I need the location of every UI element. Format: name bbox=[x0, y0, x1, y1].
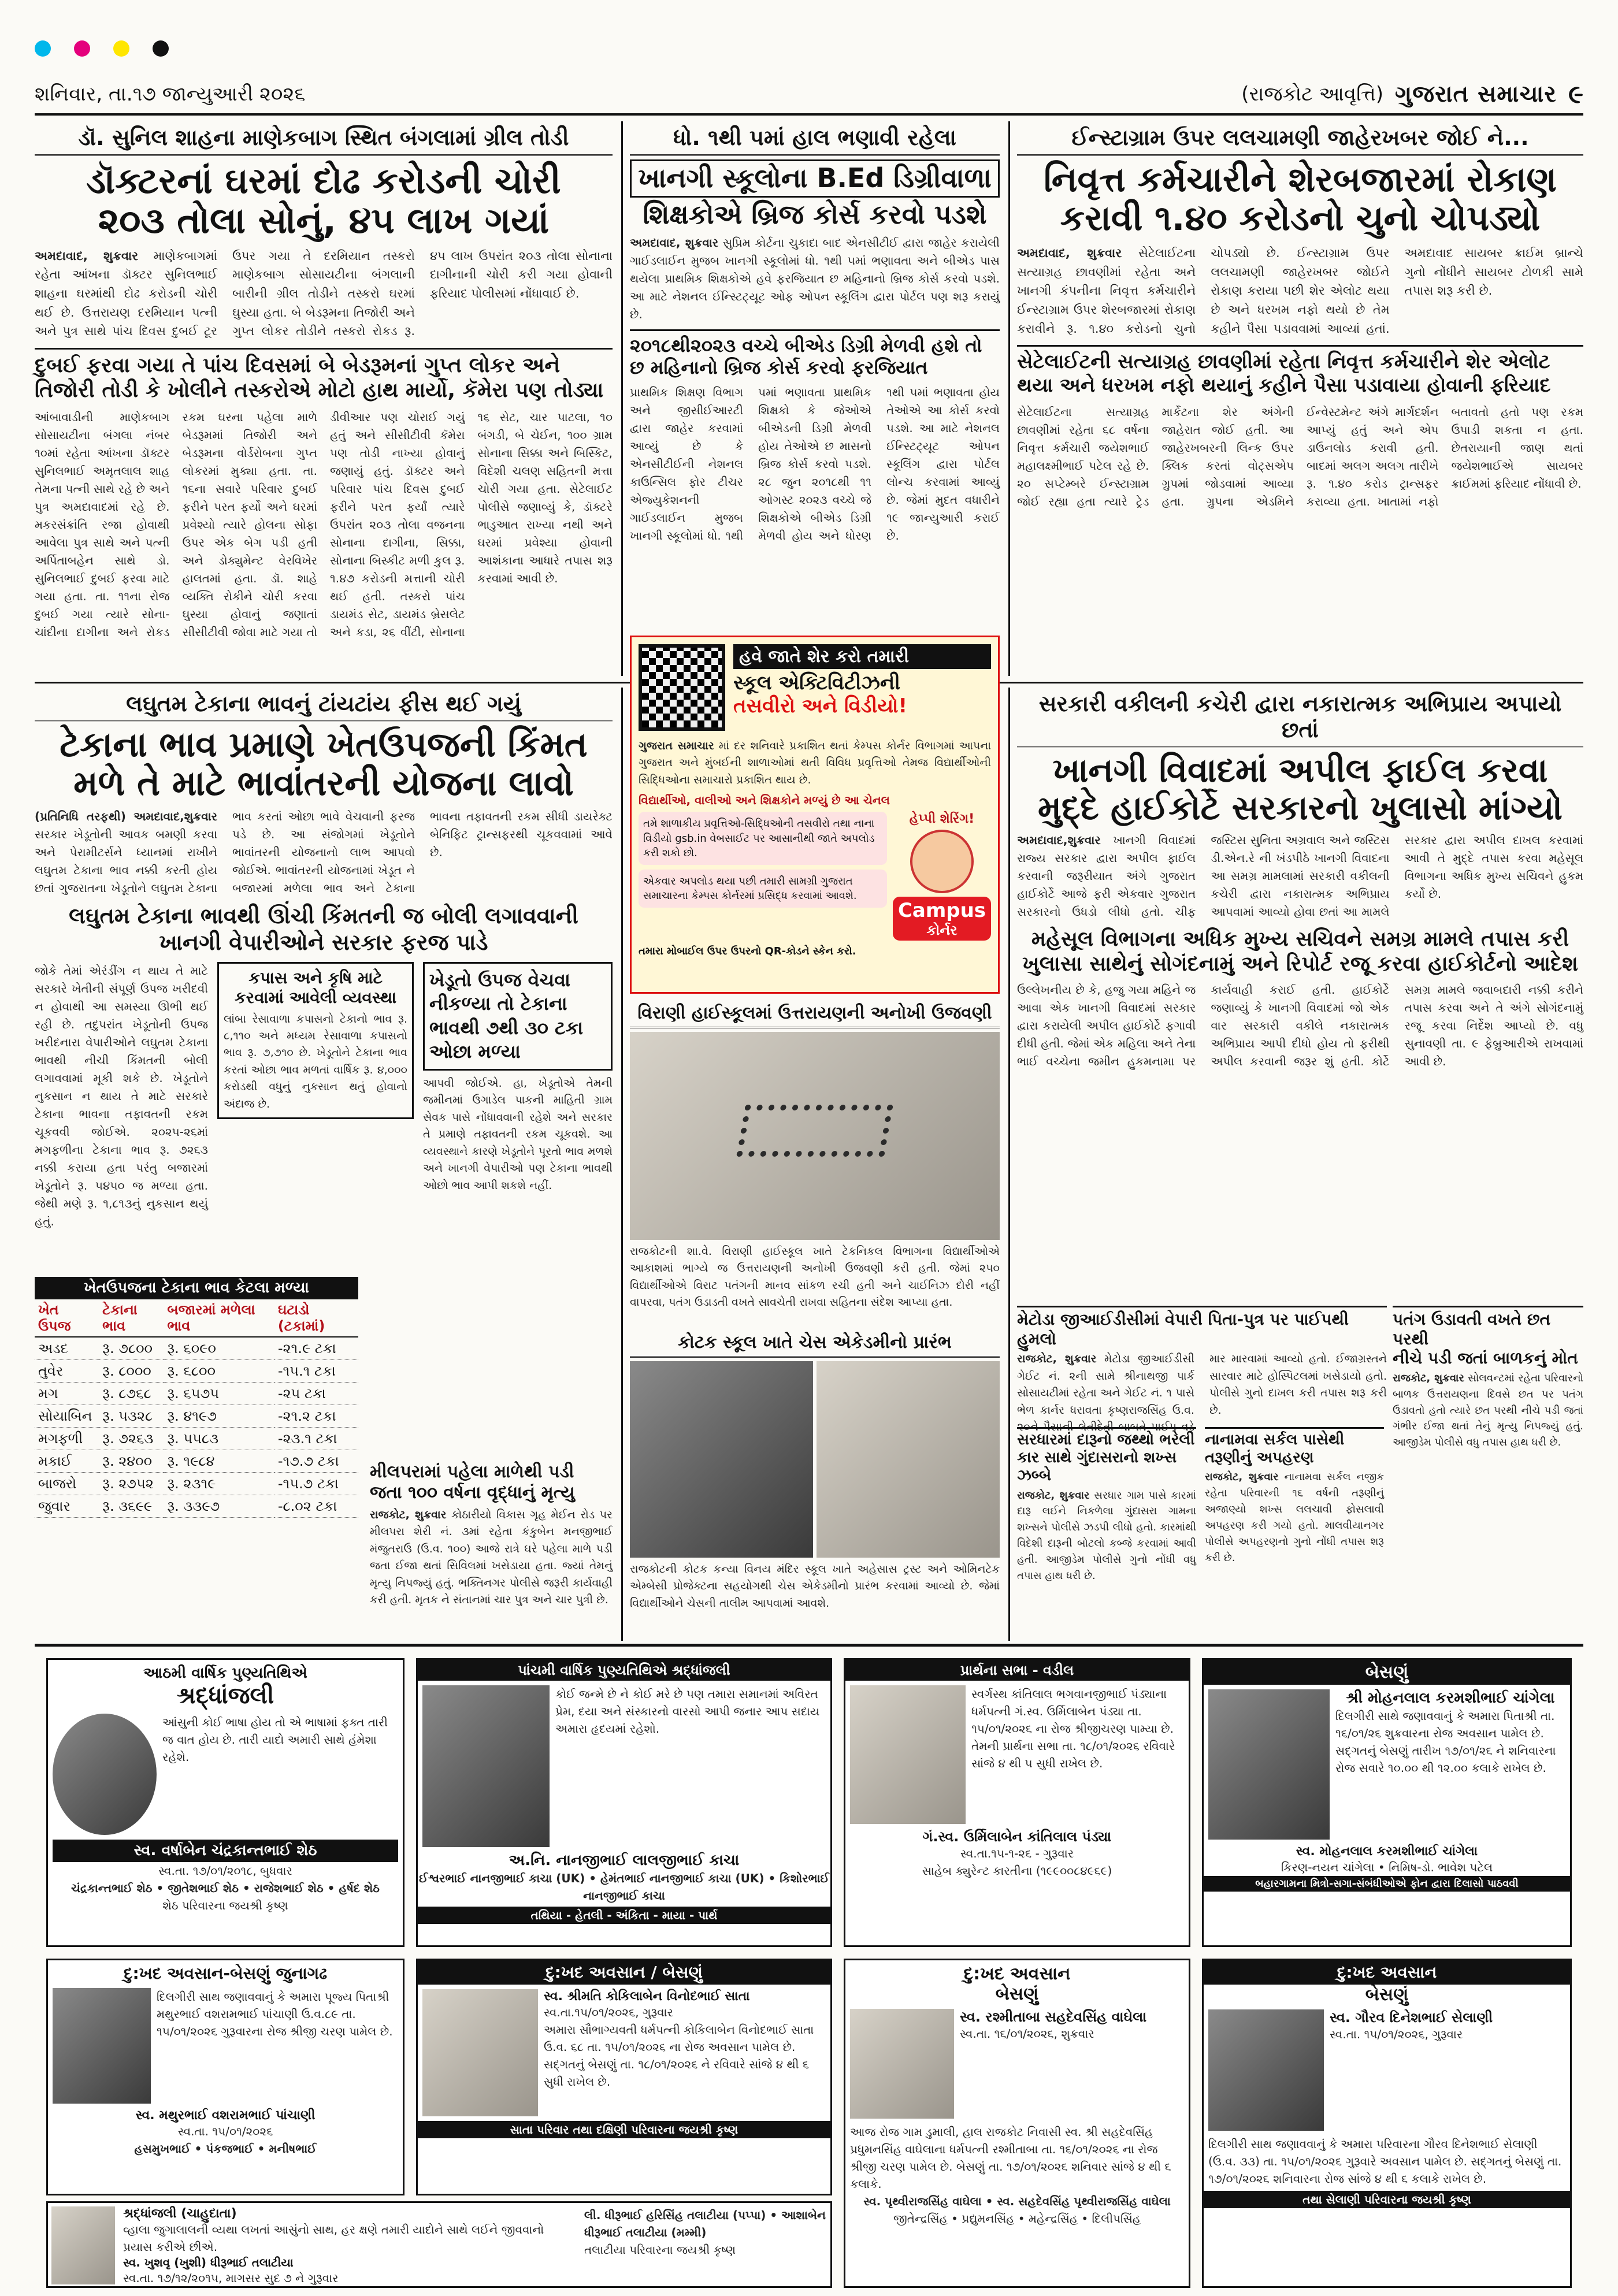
obituary-junagadh bbox=[46, 1959, 404, 2195]
story-share-market-fraud bbox=[1017, 121, 1583, 676]
story-headline-2: ૨૦૩ તોલા સોનું, ૪૫ લાખ ગયાં bbox=[98, 199, 550, 242]
dateline: રાજકોટ, શુક્રવાર bbox=[1017, 1353, 1097, 1366]
story-kite-fall bbox=[1393, 1306, 1583, 1635]
portrait-photo bbox=[422, 1685, 550, 1847]
obit-family: ચંદ્રકાન્તભાઈ શેઠ • જીતેશભાઈ શેઠ • રાજેશભાઈ શેઠ • હર્ષદ શેઠ bbox=[71, 1881, 380, 1895]
pull-quote: ખેડૂતો ઉપજ વેચવા નીકળ્યા તો ટેકાના ભાવથી ૭થી ૩૦ ટકા ઓછા મળ્યા bbox=[423, 962, 613, 1071]
story-headline: સરધારમાં દારૂનો જથ્થો ભરેલી bbox=[1017, 1427, 1196, 1449]
dateline: અમદાવાદ, શુક્રવાર bbox=[630, 236, 719, 250]
obit-family: ઈશ્વરભાઈ નાનજીભાઈ કાચા (UK) • હેમંતભાઈ નાનજીભાઈ કાચા (UK) • કિશોરભાઈ નાનજીભાઈ કાચા bbox=[419, 1871, 829, 1903]
obit-top: દુ:ખદ અવસાન-બેસણું જુનાગઢ bbox=[123, 1964, 328, 1983]
campus-bullet-1: તમે શાળાકીય પ્રવૃત્તિઓ-સિદ્ધિઓની તસવીરો તથા નાના વિડીયો gsb.in વેબસાઈટ પર આસાનીથી જાતે અપલોડ કરી શકો છો. bbox=[639, 812, 887, 865]
story-body: કોઠારીયો વિકાસ ગૃહ મેઈન રોડ પર મીલપરા શેરી નં. ૩માં રહેતા કંકુબેન મનજીભાઈ મંજુતરાઉ (ઉ.વ. ૧૦૦) આજે રાત્રે ઘરે પહેલા માળે પડી જતા ઈજા થતાં સિવિલમાં ખસેડાયા હતા. જ્યાં તેમનું મૃત્યુ નિપજ્યું હતું. ભક્તિનગર પોલીસે જરૂરી કાર્યવાહી કરી હતી. મૃતક ને સંતાનમાં ચાર પુત્ર અને ચાર પુત્રી છે. bbox=[370, 1509, 613, 1607]
story-metoda-attack bbox=[1017, 1306, 1387, 1433]
table-row: મગ રૂ. ૮૭૬૮ રૂ. ૬૫૭૫ -૨૫ ટકા bbox=[35, 1383, 358, 1405]
story-headline: મેટોડા જીઆઈડીસીમાં વેપારી પિતા-પુત્ર પર પાઈપથી હુમલો bbox=[1017, 1306, 1387, 1348]
obit-text: દિલગીરી સાથે જણાવવાનું કે અમારા પિતાશ્રી તા. ૧૬/૦૧/૨૬ શુક્રવારના રોજ અવસાન પામેલ છે. સદ્ગતનું બેસણું તારીખ ૧૭/૦૧/૨૬ ને શનિવારના રોજ સવારે ૧૦.૦૦ થી ૧૨.૦૦ કલાકે રાખેલ છે. bbox=[1335, 1709, 1556, 1775]
section-rule bbox=[35, 1644, 1583, 1647]
obit-name: સ્વ. વર્ષાબેન ચંદ્રકાન્તભાઈ શેઠ bbox=[53, 1840, 398, 1862]
obit-footer: જીતેન્દ્રસિંહ • પ્રદ્યુમનસિંહ • મહેન્દ્રસિંહ • દિલીપસિંહ bbox=[893, 2212, 1141, 2226]
info-box-head: કપાસ અને કૃષિ માટે કરવામાં આવેલી વ્યવસ્થા bbox=[234, 968, 397, 1007]
story-lead: માણેકબાગમાં રહેતા આંખના ડૉક્ટર સુનિલભાઈ શાહના ઘરમાંથી દોઢ કરોડની ચોરી થઈ છે. ઉત્તરાયણ દરમિયાન પત્ની અને પુત્ર સાથે પાંચ દિવસ દુબઈ ટૂર ઉપર ગયા તે દરમિયાન તસ્કરો માણેકબાગ સોસાયટીના બંગલાની બારીની ગ્રીલ તોડીને તસ્કરો ઘરમાં ઘુસ્યા હતા. બે બેડરૂમના તિજોરી અને ગુપ્ત લોકર તોડીને તસ્કરો રોકડ રૂ. ૪૫ લાખ ઉપરાંત ૨૦૩ તોલા સોનાના દાગીનાની ચોરી કરી ગયા હોવાની ફરિયાદ પોલીસમાં નોંધાવાઈ છે. bbox=[35, 248, 613, 339]
story-subhead: સેટેલાઈટની સત્યાગ્રહ છાવણીમાં રહેતા નિવૃત્ત કર્મચારીને શેર એલોટ થયા અને ધરખમ નફો થયાનું કહીને પૈસા પડાવાયા હોવાની ફરિયાદ bbox=[1017, 345, 1583, 397]
campus-bullets-head: વિદ્યાર્થીઓ, વાલીઓ અને શિક્ષકોને મળ્યું છે આ ચેનલ bbox=[639, 793, 890, 808]
story-subhead: ૨૦૧૮થી૨૦૨૩ વચ્ચે બીએડ ડિગ્રી મેળવી હશે તો છ મહિનાનો બ્રિજ કોર્સ કરવો ફરજિયાત bbox=[630, 329, 1000, 379]
obit-footer: બહારગામના મિત્રો-સગા-સંબંધીઓએ ફોન દ્વારા દિલાસો પાઠવવી bbox=[1204, 1876, 1570, 1892]
obit-text: દિલગીરી સાથ જણાવવાનું કે અમારા પૂજ્ય પિતાશ્રી મથુરભાઈ વશરામભાઈ પાંચાણી ઉ.વ.૮૯ તા. ૧૫/૦૧/૨૦૨૬ ગુરૂવારના રોજ શ્રીજી ચરણ પામેલ છે. bbox=[157, 1990, 393, 2038]
obit-family: સ્વ. પૃથ્વીરાજસિંહ વાઘેલા • સ્વ. સહદેવસિંહ પૃથ્વીરાજસિંહ વાઘેલા bbox=[863, 2194, 1171, 2208]
story-kicker: ડૉ. સુનિલ શાહના માણેકબાગ સ્થિત બંગલામાં ગ્રીલ તોડી bbox=[35, 121, 613, 156]
dateline: અમદાવાદ, શુક્રવાર bbox=[35, 248, 139, 263]
story-body: આંબાવાડીની માણેકબાગ સોસાયટીના બંગલા નંબર ૧૦માં રહેતા આંખના ડૉક્ટર સુનિલભાઈ અમૃતલાલ શાહ તેમના પત્ની સાથે રહે છે અને પુત્ર અમદાવાદમાં રહે છે. મકરસંક્રાંતિ રજા હોવાથી આવેલા પુત્ર સાથે અને પત્ની અર્પિતાબહેન સાથે ડો. સુનિલભાઈ દુબઈ ફરવા માટે ગયા હતા. તા. ૧૧ના રોજ દુબઈ ગયા ત્યારે સોના-ચાંદીના દાગીના અને રોકડ રકમ ઘરના પહેલા માળે બેડરૂમમાં તિજોરી અને બેડરૂમના વોર્ડરોબના ગુપ્ત લોકરમાં મુક્યા હતા. તા. ૧૬ના સવારે પરિવાર દુબઈ ફરીને પરત ફર્યો અને ઘરમાં પ્રવેશ્યો ત્યારે હોલના સોફા ઉપર એક બેગ પડી હતી અને ડોક્યુમેન્ટ વેરવિખેર હાલતમાં હતા. ડૉ. શાહે વ્યક્તિ રોકીને ચોરી કરવા ઘુસ્યા હોવાનું જણાતાં સીસીટીવી જોવા માટે ગયા તો ડીવીઆર પણ ચોરાઈ ગયું હતું અને સીસીટીવી કૅમેરા પણ તોડી નાખ્યા હોવાનું જણાયું હતું. ડૉક્ટર અને પરિવાર પાંચ દિવસ દુબઈ ફરીને પરત ફર્યાં ત્યારે ઉપરાંત ૨૦૩ તોલા વજનના સોનાના દાગીના, સિક્કા, સોનાના બિસ્કીટ મળી કુલ રૂ. ૧.૪૭ કરોડની મત્તાની ચોરી થઈ હતી. તસ્કરો પાંચ ડાયમંડ સેટ, ડાયમંડ બ્રેસલેટ અને કડા, ૨૬ વીંટી, સોનાના ૧૬ સેટ, ચાર પાટલા, ૧૦ બંગડી, બે ચેઈન, ૧૦૦ ગ્રામ સોનાના સિક્કા અને બિસ્કિટ, વિદેશી ચલણ સહિતની મત્તા ચોરી ગયા હતા. સેટેલાઈટ પોલીસે જણાવ્યું કે, ડૉક્ટરે ભાડુઆત રાખ્યા નથી અને ઘરમાં પ્રવેશ્યા હોવાની આશંકાના આધારે તપાસ શરૂ કરવામાં આવી છે. bbox=[35, 410, 613, 639]
obit-text: સ્વર્ગસ્થ કાંતિલાલ ભગવાનજીભાઈ પંડ્યાના ધર્મપત્ની ગં.સ્વ. ઉર્મિલાબેન પંડ્યા તા. ૧૫/૦૧/૨૦૨૬ ના રોજ શ્રીજીચરણ પામ્યા છે. તેમની પ્રાર્થના સભા તા. ૧૮/૦૧/૨૦૨૬ રવિવારે સાંજે ૪ થી ૫ સુધી રાખેલ છે. bbox=[971, 1687, 1175, 1770]
story-headline-2: કરાવી ૧.૪૦ કરોડનો ચુનો ચોપડ્યો bbox=[1060, 198, 1541, 239]
campus-desc: માં દર શનિવારે પ્રકાશિત થતાં કેમ્પસ કોર્નર વિભાગમાં આપના ગુજરાત અને મુંબઈની શાળાઓમાં થતી વિવિધ પ્રવૃત્તિઓ તેમજ વિદ્યાર્થીઓની સિદ્ધિઓના સમાચારો પ્રકાશિત થાય છે. bbox=[639, 740, 991, 786]
story-body-2: આપવી જોઈએ. હા, ખેડૂતોએ તેમની જમીનમાં ઉગાડેલ પાકની માહિતી ગ્રામ સેવક પાસે નોંધાવવાની રહેશે અને સરકાર તે પ્રમાણે તફાવતની રકમ ચૂકવશે. આ વ્યવસ્થાને કારણે ખેડૂતોને પૂરતો ભાવ મળશે અને ખાનગી વેપારીઓ પણ ટેકાના ભાવથી ઓછો ભાવ આપી શકશે નહીં. bbox=[423, 1076, 613, 1192]
msp-table bbox=[35, 1277, 358, 1514]
story-body: જોકે તેમાં એરંડીંગ ન થાય તે માટે સરકારે ખેતીની સંપૂર્ણ ઉપજ ખરીદવી ન હોવાથી આ સમસ્યા ઊભી થઈ રહી છે. તદુપરાંત ખેડૂતોની ઉપજ ખરીદનારા વેપારીઓને લઘુતમ ટેકાના ભાવથી નીચી કિંમતની બોલી લગાવવામાં મૂકી શકે છે. ખેડૂતોને નુકસાન ન થાય તે માટે સરકારે ટેકાના ભાવના તફાવતની રકમ ચૂકવવી જોઈએ. ૨૦૨૫-૨૬માં મગફળીના ટેકાના ભાવ રૂ. ૭૨૬૩ નક્કી કરાયા હતા પરંતુ બજારમાં ખેડૂતોને રૂ. ૫૪૫૦ જ મળ્યા હતા. જેથી મણે રૂ. ૧,૮૧૩નું નુકસાન થયું હતું. bbox=[35, 963, 208, 1228]
obituary-khushi bbox=[46, 2201, 832, 2288]
obituary-kokilaben bbox=[416, 1959, 832, 2195]
table-title: ખેતઉપજના ટેકાના ભાવ કેટલા મળ્યા bbox=[35, 1277, 358, 1299]
magenta-dot-icon bbox=[74, 40, 90, 57]
page-number: ૯ bbox=[1568, 79, 1583, 109]
story-kidnap bbox=[1205, 1427, 1384, 1635]
obit-top: આઠમી વાર્ષિક પુણ્યતિથિએ bbox=[143, 1665, 307, 1682]
story-headline-2: જતા ૧૦૦ વર્ષના વૃદ્ધાનું મૃત્યુ bbox=[370, 1483, 575, 1503]
kite-shape-icon bbox=[736, 1105, 893, 1157]
portrait-photo bbox=[51, 2206, 115, 2284]
story-headline: ખાનગી વિવાદમાં અપીલ ફાઈલ કરવા bbox=[1052, 751, 1548, 790]
story-headline: ડૉક્ટરનાં ઘરમાં દોઢ કરોડની ચોરી bbox=[86, 159, 561, 202]
dateline: રાજકોટ, શુક્રવાર bbox=[1017, 1489, 1090, 1502]
obit-footer: તથા સેલાણી પરિવારના જયશ્રી કૃષ્ણ bbox=[1204, 2191, 1570, 2208]
story-subhead: મહેસૂલ વિભાગના અધિક મુખ્ય સચિવને સમગ્ર મામલે તપાસ કરી ખુલાસા સાથેનું સોગંદનામું અને રિપોર્ટ રજૂ કરવા હાઈકોર્ટનો આદેશ bbox=[1022, 927, 1578, 976]
column-rule bbox=[621, 688, 623, 1641]
story-headline-2: તરૂણીનું અપહરણ bbox=[1205, 1449, 1314, 1467]
chess-photo-left bbox=[630, 1361, 813, 1558]
campus-happy: હેપ્પી શેરિંગ! bbox=[909, 812, 975, 827]
obit-title: શ્રી મોહનલાલ કરમશીભાઈ ચાંગેલા bbox=[1346, 1689, 1555, 1707]
obituary-gaurav bbox=[1202, 1959, 1572, 2288]
campus-footer: તમારા મોબાઈલ ઉપર ઉપરનો QR-કોડને સ્કેન કરો. bbox=[639, 945, 856, 958]
obit-text: આંસુની કોઈ ભાષા હોય તો એ ભાષામાં ફક્ત તારી જ વાત હોય છે. તારી યાદો અમારી સાથે હંમેશા રહેશે. bbox=[162, 1715, 388, 1764]
qr-code[interactable] bbox=[639, 644, 725, 731]
story-body: સોલવન્ટમાં રહેતા પરિવારનો બાળક ઉત્તરાયણના દિવસે છત પર પતંગ ઉડાવતો હતો ત્યારે છત પરથી નીચે પડી જતાં ગંભીર ઈજા થતાં તેનું મૃત્યુ નિપજ્યું હતું. આજીડેમ પોલીસે વધુ તપાસ હાથ ધરી છે. bbox=[1393, 1372, 1583, 1449]
obit-name: સ્વ. ખુશવૃ (ખુશી) ધીરૂભાઈ તલાટીયા bbox=[123, 2256, 294, 2269]
story-kicker: ઈન્સ્ટાગ્રામ ઉપર લલચામણી જાહેરખબર જોઈ ને... bbox=[1017, 121, 1583, 156]
portrait-photo bbox=[53, 1988, 151, 2104]
campus-corner-ad bbox=[630, 636, 1000, 994]
portrait-photo bbox=[422, 1989, 538, 2116]
story-headline: ખાનગી સ્કૂલોના B.Ed ડિગ્રીવાળા bbox=[630, 159, 1000, 198]
obit-top: દુ:ખદ અવસાન bbox=[963, 1964, 1071, 1984]
dateline: અમદાવાદ,શુક્રવાર bbox=[1017, 833, 1101, 847]
obit-date: સ્વ.તા. ૧૬/૦૧/૨૦૨૬, શુક્રવાર bbox=[960, 2027, 1094, 2041]
portrait-photo bbox=[1208, 2009, 1324, 2131]
obit-footer: સાહેબ ક્યુરેન્ટ કારતીના (૧૯૯૦૦૮૪૯૬૯) bbox=[922, 1864, 1112, 1878]
credit: (પ્રતિનિધિ તરફથી) bbox=[35, 809, 126, 824]
obit-top: પાંચમી વાર્ષિક પુણ્યતિથિએ શ્રદ્ધાંજલી bbox=[418, 1660, 830, 1681]
obit-footer: તલાટીયા પરિવારના જયશ્રી કૃષ્ણ bbox=[584, 2243, 736, 2257]
obituary-anniversary bbox=[416, 1658, 832, 1947]
table-row: તુવેર રૂ. ૮૦૦૦ રૂ. ૬૮૦૦ -૧૫.૧ ટકા bbox=[35, 1360, 358, 1383]
story-headline-2: કાર સાથે ગુંદાસરાનો શખ્સ ઝબ્બે bbox=[1017, 1449, 1177, 1485]
obit-top: દુ:ખદ અવસાન bbox=[1204, 1960, 1570, 1985]
dateline: રાજકોટ, શુક્રવાર bbox=[1393, 1372, 1464, 1384]
table-row: સોયાબિન રૂ. ૫૩૨૮ રૂ. ૪૧૯૭ -૨૧.૨ ટકા bbox=[35, 1405, 358, 1428]
col-header: ખેત ઉપજ bbox=[35, 1299, 99, 1337]
obit-family: હસમુખભાઈ • પંકજભાઈ • મનીષભાઈ bbox=[134, 2142, 317, 2156]
story-lead: સરકાર ખેડૂતોની આવક બમણી કરવા અને પેરામીટર્સને ધ્યાનમાં રાખીને લઘુતમ ટેકાના ભાવ નક્કી કરતી હોય છતાં ગુજરાતના ખેડૂતોને લઘુતમ ટેકાના ભાવ કરતાં ઓછા ભાવે વેચવાની ફરજ પડે છે. આ સંજોગમાં ખેડૂતોને ભાવાંતરની યોજનાનો લાભ આપવો જોઈએ. ભાવાંતરની યોજનામાં ખેડૂત ને બજારમાં મળેલા ભાવ અને ટેકાના ભાવના તફાવતની રકમ સીધી ડાયરેક્ટ બેનિફિટ ટ્રાન્સફરથી ચૂકવવામાં આવે છે. bbox=[35, 809, 613, 896]
obituary-rashmitaba bbox=[844, 1959, 1190, 2288]
story-doctor-theft bbox=[35, 121, 613, 676]
obituary-besnu bbox=[1202, 1658, 1572, 1947]
story-kicker: સરકારી વકીલની કચેરી દ્વારા નકારાત્મક અભિપ્રાય અપાયો છતાં bbox=[1017, 688, 1583, 748]
story-headline-2: નીચે પડી જતાં બાળકનું મોત bbox=[1393, 1348, 1578, 1368]
edition-label: (રાજકોટ આવૃત્તિ) bbox=[1241, 83, 1384, 106]
page-header bbox=[35, 75, 1583, 116]
student-illustration-icon bbox=[910, 830, 974, 893]
obit-text: અમારા સૌભાગ્યવતી ધર્મપત્ની કોકિલાબેન વિનોદભાઈ સાતા ઉ.વ. ૬૮ તા. ૧૫/૦૧/૨૦૨૬ ના રોજ અવસાન પામેલ છે. સદ્ગતનું બેસણું તા. ૧૮/૦૧/૨૦૨૬ ને રવિવારે સાંજે ૪ થી ૬ સુધી રાખેલ છે. bbox=[544, 2023, 814, 2089]
portrait-photo bbox=[850, 2009, 954, 2119]
story-headline: નાનામવા સર્કલ પાસેથી bbox=[1205, 1427, 1384, 1449]
story-headline: પતંગ ઉડાવતી વખતે છત પરથી bbox=[1393, 1306, 1583, 1348]
story-headline: ટેકાના ભાવ પ્રમાણે ખેતઉપજની કિંમત bbox=[60, 725, 588, 765]
story-headline-2: મળે તે માટે ભાવાંતરની યોજના લાવો bbox=[73, 763, 574, 804]
obit-date: સ્વ.તા. ૧૭/૧૨/૨૦૧૫, માગસર સુદ ૭ ને ગુરૂવાર bbox=[123, 2271, 339, 2285]
portrait-photo bbox=[1208, 1689, 1330, 1840]
story-lead: સુપ્રિમ કોર્ટના ચુકાદા બાદ એનસીટીઈ દ્વારા જાહેર કરાયેલી ગાઈડલાઈન મુજબ ખાનગી સ્કૂલોમાં ધો. ૧થી ૫માં ભણાવતા અને બીએડ પાસ થયેલા પ્રાથમિક શિક્ષકોએ હવે ફરજિયાત છ મહિનાનો બ્રિજ કોર્સ કરવો પડશે. આ માટે નેશનલ ઈન્સ્ટિટ્યૂટ ઓફ ઓપન સ્કૂલિંગ દ્વારા પોર્ટલ પણ શરૂ કરાયું છે. bbox=[630, 236, 1000, 322]
story-headline-2: શિક્ષકોએ બ્રિજ કોર્સ કરવો પડશે bbox=[643, 198, 987, 230]
campus-line-2: સ્કૂલ એક્ટિવિટીઝની bbox=[733, 671, 901, 694]
obit-date: સ્વ.તા.૧૫-૧-૨૬ - ગુરૂવાર bbox=[960, 1847, 1074, 1860]
obit-name: ગં.સ્વ. ઉર્મિલાબેન કાંતિલાલ પંડ્યા bbox=[922, 1829, 1112, 1845]
obit-name: સ્વ. મોહનલાલ કરમશીભાઈ ચાંગેલા bbox=[1296, 1844, 1478, 1859]
column-rule bbox=[621, 121, 623, 676]
story-lead: સેટેલાઈટના સત્યાગ્રહ છાવણીમાં રહેતા અને ખાનગી કંપનીના નિવૃત્ત કર્મચારીને ઈન્સ્ટાગ્રામ ઉપર શેરબજારમાં રોકાણ કરાવીને રૂ. ૧.૪૦ કરોડનો ચુનો ચોપડ્યો છે. ઈન્સ્ટાગ્રામ ઉપર લલચામણી જાહેરખબર જોઈને રોકાણ કરાયા પછી શેર એલોટ થયા છે અને ધરખમ નફો થયો છે તેમ કહીને પૈસા પડાવવામાં આવ્યાં હતાં. અમદાવાદ સાયબર ક્રાઈમ બ્રાન્ચે ગુનો નોંધીને સાયબર ટોળકી સામે તપાસ શરૂ કરી છે. bbox=[1017, 246, 1583, 336]
story-lead: ખાનગી વિવાદમાં રાજ્ય સરકાર દ્વારા અપીલ ફાઈલ કરવાની જરૂરીયાત અંગે ગુજરાત હાઈકોર્ટે આજે ફરી એકવાર ગુજરાત સરકારનો ઉધડો લીધો હતો. ચીફ જસ્ટિસ સુનિતા અગ્રવાલ અને જસ્ટિસ ડી.એન.રે ની ખંડપીઠે ખાનગી વિવાદના આ સમગ્ર મામલામાં સરકારી વકીલની કચેરી દ્વારા નકારાત્મક અભિપ્રાય આપવામાં આવ્યો હોવા છતાં આ મામલે સરકાર દ્વારા અપીલ દાખલ કરવામાં આવી તે મુદ્દે તપાસ કરવા મહેસૂલ વિભાગના અધિક મુખ્ય સચિવને હુકમ કર્યો છે. bbox=[1017, 833, 1583, 919]
info-box-text: લાંબા રેસાવાળા કપાસનો ટેકાનો ભાવ રૂ. ૮,૧૧૦ અને મધ્યમ રેસાવાળા કપાસનો ભાવ રૂ. ૭,૭૧૦ છે. ખેડૂતોને ટેકાના ભાવ કરતાં ઓછા ભાવ મળતાં વાર્ષિક રૂ. ૪,૦૦૦ કરોડથી વધુનું નુકસાન થતું હોવાનો અંદાજ છે. bbox=[224, 1012, 407, 1110]
obit-family: લી. ધીરૂભાઈ હરિસિંહ તલાટીયા (પપ્પા) • આશાબેન ધીરૂભાઈ તલાટીયા (મમ્મી) bbox=[584, 2208, 826, 2239]
dateline: રાજકોટ, શુક્રવાર bbox=[1205, 1471, 1279, 1484]
story-sardhar-liquor bbox=[1017, 1427, 1196, 1635]
obit-text: કોઈ જન્મે છે ને કોઈ મરે છે પણ તમારા સમાનમાં અવિરત પ્રેમ, દયા અને સંસ્કારનો વારસો આપી જનાર આપ સદાય અમારા હૃદયમાં રહેશો. bbox=[555, 1687, 820, 1736]
yellow-dot-icon bbox=[113, 40, 129, 57]
portrait-photo bbox=[850, 1685, 966, 1824]
column-rule bbox=[1008, 121, 1010, 676]
obit-family: કિરણ-નયન ચાંગેલા • નિમિષ-ડો. ભાવેશ પટેલ bbox=[1281, 1860, 1493, 1874]
obit-date: સ્વ.તા. ૧૫/૦૧/૨૦૨૬ bbox=[177, 2124, 273, 2138]
story-subhead: લઘુતમ ટેકાના ભાવથી ઊંચી કિંમતની જ બોલી લગાવવાની ખાનગી વેપારીઓને સરકાર ફરજ પાડે bbox=[69, 903, 578, 955]
obituary-prayer-meeting bbox=[844, 1658, 1190, 1947]
obit-top: દુ:ખદ અવસાન / બેસણું bbox=[418, 1960, 830, 1985]
obit-name: સ્વ. શ્રીમતિ કોકિલાબેન વિનોદભાઈ સાતા bbox=[544, 1989, 750, 2004]
obit-title: બેસણું bbox=[995, 1984, 1039, 2004]
story-body: મેટોડા જીઆઈડીસી ગેઈટ નં. ૨ની સામે શ્રીનાથજી પાર્ક સોસાયટીમાં રહેતા અને ગેઈટ નં. ૧ પાસે ભેળ કાર્નર ધરાવતા કૃષ્ણરાજસિંહ ઉ.વ. ૨૦ને પૈસાની લેતીદેતી બાબતે પાઈપ વડે માર મારવામાં આવ્યો હતો. ઈજાગ્રસ્તને સારવાર માટે હોસ્પિટલમાં ખસેડાયો હતો. પોલીસે ગુનો દાખલ કરી તપાસ શરૂ કરી છે. bbox=[1017, 1353, 1387, 1433]
table-row: જુવાર રૂ. ૩૬૯૯ રૂ. ૩૩૯૭ -૮.૦૨ ટકા bbox=[35, 1495, 358, 1518]
obit-name: સ્વ. મથુરભાઈ વશરામભાઈ પાંચાણી bbox=[135, 2108, 316, 2123]
campus-badge-2: કોર્નર bbox=[926, 922, 958, 939]
obit-footer: શેઠ પરિવારના જયશ્રી કૃષ્ણ bbox=[162, 1899, 288, 1912]
story-body: ઉલ્લેખનીય છે કે, હજુ ગયા મહિને જ આવા એક ખાનગી વિવાદમાં સરકાર દ્વારા કરાયેલી અપીલ હાઈકોર્ટે ફગાવી દીધી હતી. જેમાં એક મહિલા અને તેના ભાઈ વચ્ચેના જમીન હુકમનામા પર કાર્યવાહી કરાઈ હતી. હાઈકોર્ટે જણાવ્યું કે ખાનગી વિવાદમાં જો એક વાર સરકારી વકીલે નકારાત્મક અભિપ્રાય આપી દીધો હોય તો ફરીથી અપીલ કરવાની જરૂર શું હતી. કોર્ટે સમગ્ર મામલે જવાબદારી નક્કી કરીને તપાસ કરવા અને તે અંગે સોગંદનામું રજૂ કરવા નિર્દેશ આપ્યો છે. વધુ સુનાવણી તા. ૯ ફેબ્રુઆરીએ રાખવામાં આવી છે. bbox=[1017, 983, 1583, 1069]
obit-date: સ્વ.તા. ૧૭/૦૧/૨૦૧૮, બુધવાર bbox=[158, 1864, 292, 1878]
col-header: બજારમાં મળેલા ભાવ bbox=[164, 1299, 274, 1337]
story-elderly-fall bbox=[370, 1462, 613, 1635]
story-hc-appeal bbox=[1017, 688, 1583, 1300]
chess-photo-right bbox=[817, 1361, 1000, 1558]
obit-footer: તથિયા - હેતલી - અંકિતા - માયા - પાર્થ bbox=[418, 1907, 830, 1924]
photo-title: કોટક સ્કૂલ ખાતે ચેસ એકેડમીનો પ્રારંભ bbox=[630, 1329, 1000, 1358]
story-body: પ્રાથમિક શિક્ષણ વિભાગ અને જીસીઈઆરટી દ્વારા જાહેર કરવામાં આવ્યું છે કે એનસીટીઈની નેશનલ કાઉન્સિલ ફોર ટીચર એજ્યુકેશનની ગાઈડલાઈન મુજબ ખાનગી સ્કૂલોમાં ધો. ૧થી ૫માં ભણાવતા પ્રાથમિક શિક્ષકો કે જેઓએ બીએડની ડિગ્રી મેળવી હોય તેઓએ છ માસનો બ્રિજ કોર્સ કરવો પડશે. ૨૮ જુન ૨૦૧૮થી ૧૧ ઓગસ્ટ ૨૦૨૩ વચ્ચે જે શિક્ષકોએ બીએડ ડિગ્રી મેળવી હોય અને ધોરણ ૧થી ૫માં ભણાવતા હોય તેઓએ આ કોર્સ કરવો પડશે. આ માટે નેશનલ ઈન્સ્ટિટ્યૂટ ઓપન સ્કૂલિંગ દ્વારા પોર્ટલ લોન્ચ કરવામાં આવ્યું છે. જેમાં મુદત વધારીને ૧૯ જાન્યુઆરી કરાઈ છે. bbox=[630, 385, 1000, 543]
story-kicker: લઘુતમ ટેકાના ભાવનું ટાંયટાંય ફીસ થઈ ગયું bbox=[35, 688, 613, 722]
campus-badge bbox=[893, 897, 991, 941]
table-row: મકાઈ રૂ. ૨૪૦૦ રૂ. ૧૯૮૪ -૧૭.૭ ટકા bbox=[35, 1450, 358, 1473]
obit-name: સ્વ. ગૌરવ દિનેશભાઈ સેલાણી bbox=[1330, 2009, 1493, 2026]
obit-date: સ્વ.તા. ૧૫/૦૧/૨૦૨૬, ગુરૂવાર bbox=[1330, 2027, 1463, 2041]
obit-name: અ.નિ. નાનજીભાઈ લાલજીભાઈ કાચા bbox=[509, 1852, 740, 1869]
campus-line-1: હવે જાતે શેર કરો તમારી bbox=[733, 644, 991, 669]
issue-date: શનિવાર, તા.૧૭ જાન્યુઆરી ૨૦૨૬ bbox=[35, 83, 306, 106]
photo-story-virani bbox=[630, 1000, 1000, 1323]
portrait-photo bbox=[53, 1714, 157, 1835]
obituary-tribute bbox=[46, 1658, 404, 1947]
campus-badge-1: Campus bbox=[897, 899, 986, 923]
dateline: રાજકોટ, શુક્રવાર bbox=[370, 1509, 447, 1521]
obit-top: બેસણું bbox=[1204, 1660, 1570, 1685]
dateline: અમદાવાદ, શુક્રવાર bbox=[1017, 246, 1122, 261]
story-headline: મીલપરામાં પહેલા માળેથી પડી bbox=[370, 1462, 574, 1482]
obit-title: બેસણું bbox=[1365, 1985, 1409, 2005]
black-dot-icon bbox=[153, 40, 169, 57]
obit-text: દિલગીરી સાથ જણાવવાનું કે અમારા પરિવારના ગૌરવ દિનેશભાઈ સેલાણી (ઉ.વ. ૩૩) તા. ૧૫/૦૧/૨૦૨૬ ગુરૂવારે અવસાન પામેલ છે. સદ્ગતનું બેસણું તા. ૧૭/૦૧/૨૦૨૬ શનિવારના રોજ સાંજે ૪ થી ૬ કલાકે રાખેલ છે. bbox=[1208, 2137, 1562, 2186]
photo-caption: રાજકોટની શા.વે. વિરાણી હાઈસ્કૂલ ખાતે ટેકનિકલ વિભાગના વિદ્યાર્થીઓએ આકાશમાં ભાગ્યે જ ઉત્તરાયણની અનોખી ઉજવણી કરી હતી. જેમાં ૨૫૦ વિદ્યાર્થીઓએ વિરાટ પતંગની માનવ સાંકળ રચી હતી અને ચાઈનિઝ દોરી નહીં વાપરવા, પતંગ ઉડાડતી વખતે સાવચેતી રાખવા સહિતના સંદેશ આપ્યા હતા. bbox=[630, 1245, 1000, 1309]
story-body: નાનામવા સર્કલ નજીક રહેતા પરિવારની ૧૬ વર્ષની તરૂણીનું અજાણ્યો શખ્સ લલચાવી ફોસલાવી અપહરણ કરી ગયો હતો. માલવીયાનગર પોલીસે અપહરણનો ગુનો નોંધી તપાસ શરૂ કરી છે. bbox=[1205, 1471, 1384, 1564]
obit-footer: સાતા પરિવાર તથા દક્ષિણી પરિવારના જયશ્રી કૃષ્ણ bbox=[418, 2121, 830, 2138]
obit-text: વ્હાલા જુગાલાલની વ્યથા લખતાં આસુંનો સાથ, હર ક્ષણે તમારી યાદોને સાથે લઈને જીવવાનો પ્રયાસ કરીએ છીએ. bbox=[123, 2223, 544, 2254]
obit-top: શ્રદ્ધાંજલી (ચાહુદાતા) bbox=[123, 2206, 237, 2221]
campus-bullet-2: એકવાર અપલોડ થયા પછી તમારી સામગ્રી ગુજરાત સમાચારના કેમ્પસ કોર્નરમાં પ્રસિદ્ધ કરવામાં આવશે. bbox=[639, 870, 887, 908]
photo-caption: રાજકોટની કોટક કન્યા વિનય મંદિર સ્કૂલ ખાતે અહેસાસ ટ્રસ્ટ અને ઓમિનટેક એમ્બેસી પ્રોજેક્ટના સહયોગથી ચેસ એકેડમીનો પ્રારંભ કરવામાં આવ્યો છે. જેમાં વિદ્યાર્થીઓને ચેસની તાલીમ આપવામાં આવશે. bbox=[630, 1563, 1000, 1610]
obit-date: સ્વ.તા.૧૫/૦૧/૨૦૨૬, ગુરૂવાર bbox=[544, 2005, 673, 2019]
masthead-brand: ગુજરાત સમાચાર bbox=[1395, 81, 1557, 107]
obit-text: આજ રોજ ગામ ડુમાલી, હાલ રાજકોટ નિવાસી સ્વ. શ્રી સહદેવસિંહ પ્રધુમનસિંહ વાઘેલાના ધર્મપત્ની રશ્મીતાબા તા. ૧૬/૦૧/૨૦૨૬ ના રોજ શ્રીજી ચરણ પામેલ છે. બેસણું તા. ૧૭/૦૧/૨૦૨૬ શનિવાર સાંજે ૪ થી ૬ કલાકે. bbox=[850, 2125, 1171, 2191]
story-body: સરધાર ગામ પાસે કારમાં દારૂ લઈને નિકળેલા ગુંદાસરા ગામના શખ્સને પોલીસે ઝડપી લીધો હતો. કારમાંથી વિદેશી દારૂની બોટલો કબ્જે કરવામાં આવી હતી. આજીડેમ પોલીસે ગુનો નોંધી વધુ તપાસ હાથ ધરી છે. bbox=[1017, 1489, 1196, 1582]
col-header: ઘટાડો (ટકામાં) bbox=[274, 1299, 358, 1337]
story-bed-bridge-course bbox=[630, 121, 1000, 636]
story-headline: નિવૃત્ત કર્મચારીને શેરબજારમાં રોકાણ bbox=[1044, 159, 1557, 200]
kite-formation-photo bbox=[630, 1032, 1000, 1240]
story-headline-2: મુદ્દે હાઈકોર્ટે સરકારનો ખુલાસો માંગ્યો bbox=[1038, 787, 1563, 827]
table-row: બાજરો રૂ. ૨૭૫૨ રૂ. ૨૩૧૯ -૧૫.૭ ટકા bbox=[35, 1473, 358, 1495]
story-subhead: દુબઈ ફરવા ગયા તે પાંચ દિવસમાં બે બેડરૂમનાં ગુપ્ત લોકર અને તિજોરી તોડી કે ખોલીને તસ્કરોએ મોટો હાથ માર્યો, કૅમેરા પણ તોડ્યા bbox=[35, 348, 613, 403]
campus-line-3: તસવીરો અને વિડીયો! bbox=[733, 694, 908, 718]
obit-top: પ્રાર્થના સભા - વડીલ bbox=[845, 1660, 1189, 1681]
obit-title: શ્રદ્ધાંજલી bbox=[176, 1682, 274, 1709]
table-row: અડદ રૂ. ૭૮૦૦ રૂ. ૬૦૯૦ -૨૧.૯ ટકા bbox=[35, 1337, 358, 1360]
registration-marks bbox=[35, 40, 169, 57]
story-body: સેટેલાઈટના સત્યાગ્રહ છાવણીમાં રહેતા ૬૮ વર્ષના નિવૃત્ત કર્મચારી જયેશભાઈ મહાલક્ષ્મીભાઈ પટેલ રહે છે. ૨૦ સપ્ટેમ્બરે ઈન્સ્ટાગ્રામ જોઈ રહ્યા હતા ત્યારે ટ્રેડ માર્કેટના શેર અંગેની જાહેરાત જોઈ હતી. આ જાહેરખબરની લિન્ક ઉપર ક્લિક કરતાં વોટ્સએપ ગ્રુપમાં જોડવામાં આવ્યા હતા. ગ્રુપના એડમિને ઈન્વેસ્ટમેન્ટ અંગે માર્ગદર્શન આપ્યું હતું અને એપ ડાઉનલોડ કરાવી હતી. બાદમાં અલગ અલગ તારીખે રૂ. ૧.૪૦ કરોડ ટ્રાન્સફર કરાવ્યા હતા. ખાતામાં નફો બતાવતો હતો પણ રકમ ઉપાડી શકતા ન હતા. છેતરાયાની જાણ થતાં જયેશભાઈએ સાયબર ક્રાઈમમાં ફરિયાદ નોંધાવી છે. bbox=[1017, 404, 1583, 508]
campus-brand: ગુજરાત સમાચાર bbox=[639, 740, 714, 752]
story-kicker: ધો. ૧થી ૫માં હાલ ભણાવી રહેલા bbox=[630, 121, 1000, 156]
table-row: મગફળી રૂ. ૭૨૬૩ રૂ. ૫૫૮૩ -૨૩.૧ ટકા bbox=[35, 1428, 358, 1450]
photo-title: વિરાણી હાઈસ્કૂલમાં ઉત્તરાયણની અનોખી ઉજવણી bbox=[630, 1000, 1000, 1028]
story-msp bbox=[35, 688, 613, 1265]
column-rule bbox=[1008, 688, 1010, 1641]
cyan-dot-icon bbox=[35, 40, 51, 57]
col-header: ટેકાના ભાવ bbox=[99, 1299, 164, 1337]
photo-story-chess bbox=[630, 1329, 1000, 1641]
obit-name: સ્વ. રશ્મીતાબા સહદેવસિંહ વાઘેલા bbox=[960, 2009, 1147, 2025]
dateline: અમદાવાદ,શુક્રવાર bbox=[133, 809, 217, 824]
